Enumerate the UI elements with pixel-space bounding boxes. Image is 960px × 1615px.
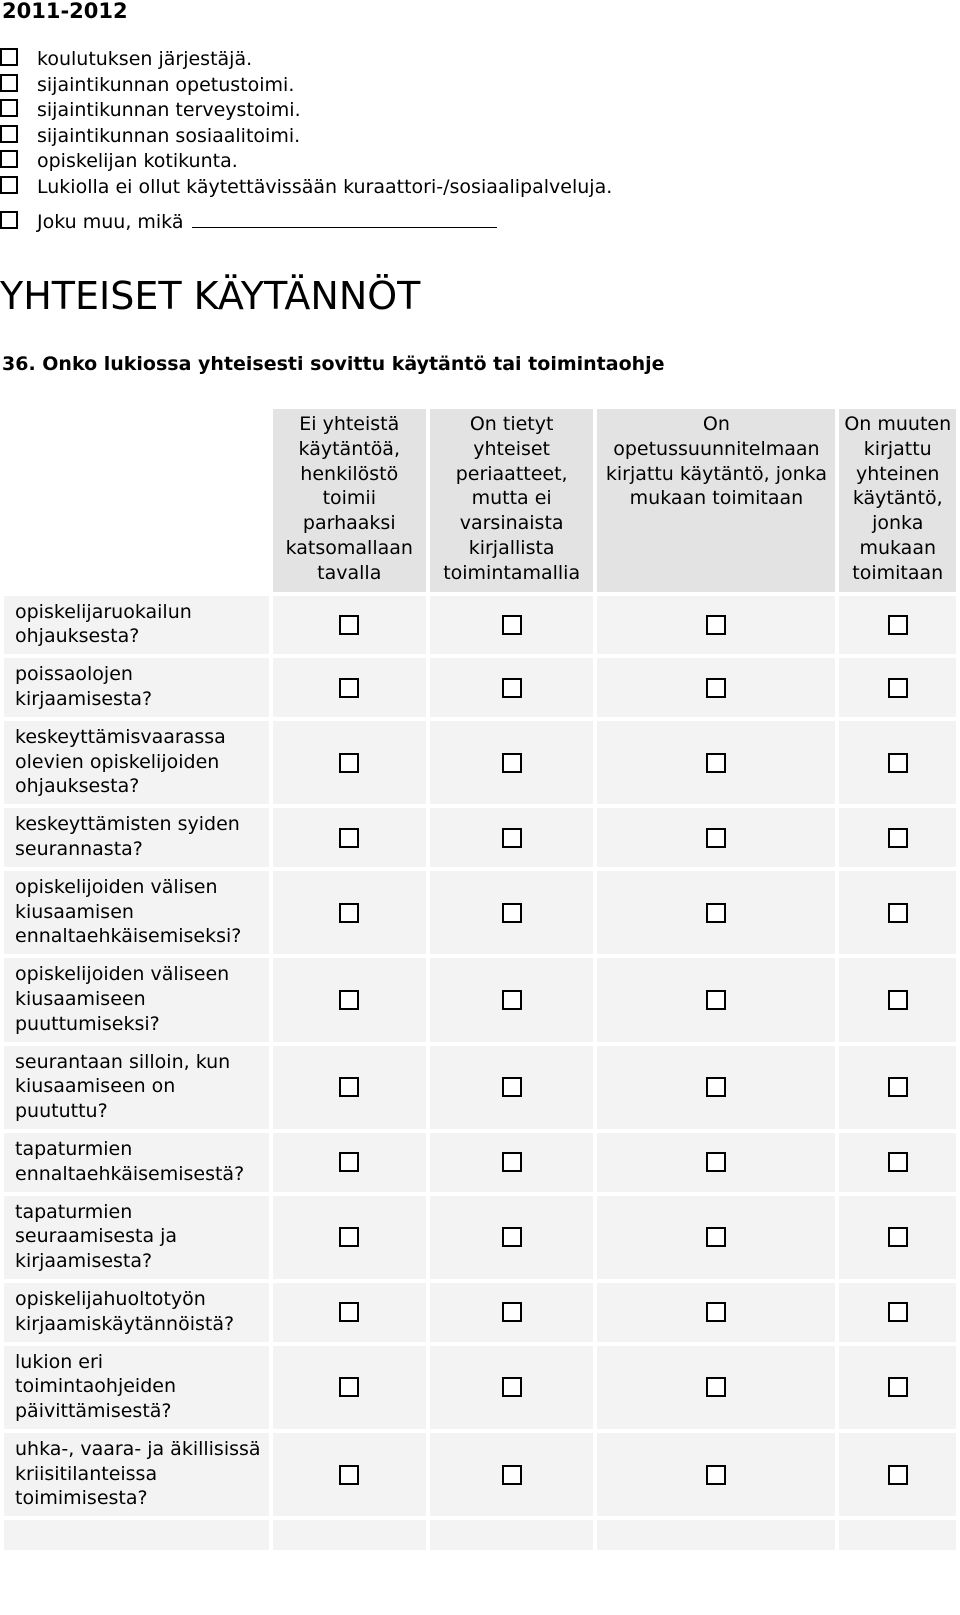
option-label: sijaintikunnan terveystoimi. (37, 99, 301, 121)
checkbox[interactable] (888, 615, 908, 635)
checkbox[interactable] (706, 1077, 726, 1097)
option-label: koulutuksen järjestäjä. (37, 48, 253, 70)
column-header: On tietyt yhteiset periaatteet, mutta ei varsinaista kirjallista toimintamallia (430, 409, 593, 592)
checkbox[interactable] (888, 753, 908, 773)
matrix-row (4, 596, 956, 655)
checkbox[interactable] (502, 753, 522, 773)
checkbox[interactable] (339, 1302, 359, 1322)
checkbox[interactable] (0, 125, 18, 143)
option-label: sijaintikunnan sosiaalitoimi. (37, 124, 301, 147)
checkbox[interactable] (888, 903, 908, 923)
checkbox[interactable] (706, 828, 726, 848)
checkbox[interactable] (339, 1377, 359, 1397)
checkbox[interactable] (502, 1377, 522, 1397)
year-heading: 2011-2012 (2, 0, 128, 23)
option-row[interactable] (0, 148, 940, 174)
checkbox[interactable] (339, 828, 359, 848)
matrix-row (4, 958, 956, 1041)
checkbox[interactable] (888, 828, 908, 848)
checkbox[interactable] (888, 678, 908, 698)
checkbox[interactable] (706, 1227, 726, 1247)
response-matrix (0, 405, 960, 1554)
checkbox[interactable] (706, 1152, 726, 1172)
checkbox[interactable] (706, 1377, 726, 1397)
checkbox[interactable] (502, 1465, 522, 1485)
header-blank (4, 409, 269, 592)
option-row[interactable] (0, 123, 940, 149)
row-label: seurantaan silloin, kun kiusaamiseen on puututtu? (4, 1046, 269, 1129)
checkbox[interactable] (888, 1152, 908, 1172)
row-label: opiskelijoiden väliseen kiusaamiseen puuttumiseksi? (4, 958, 269, 1041)
checkbox[interactable] (502, 678, 522, 698)
matrix-row (4, 658, 956, 717)
checkbox[interactable] (339, 990, 359, 1010)
checkbox[interactable] (706, 678, 726, 698)
checkbox[interactable] (339, 753, 359, 773)
checkbox[interactable] (502, 1077, 522, 1097)
checkbox[interactable] (339, 615, 359, 635)
option-label: Lukiolla ei ollut käytettävissään kuraattori-/sosiaalipalveluja. (37, 175, 613, 198)
row-label: opiskelijaruokailun ohjauksesta? (4, 596, 269, 655)
checkbox[interactable] (706, 990, 726, 1010)
row-label: poissaolojen kirjaamisesta? (4, 658, 269, 717)
checkbox[interactable] (0, 211, 18, 229)
option-row[interactable] (0, 174, 940, 200)
checkbox[interactable] (339, 1152, 359, 1172)
row-label: uhka-, vaara- ja äkillisissä kriisitilanteissa toimimisesta? (4, 1433, 269, 1516)
row-label: tapaturmien ennaltaehkäisemisestä? (4, 1133, 269, 1192)
row-label: opiskelijahuoltotyön kirjaamiskäytännöistä? (4, 1283, 269, 1342)
matrix-header-row (4, 409, 956, 592)
matrix-row (4, 721, 956, 804)
checkbox[interactable] (888, 990, 908, 1010)
checkbox[interactable] (0, 150, 18, 168)
column-header: On opetussuunnitelmaan kirjattu käytäntö, jonka mukaan toimitaan (597, 409, 835, 592)
matrix-row (4, 808, 956, 867)
row-label: keskeyttämisten syiden seurannasta? (4, 808, 269, 867)
row-label: keskeyttämisvaarassa olevien opiskelijoiden ohjauksesta? (4, 721, 269, 804)
option-row[interactable] (0, 46, 940, 72)
column-header: On muuten kirjattu yhteinen käytäntö, jonka mukaan toimitaan (839, 409, 956, 592)
checkbox[interactable] (706, 1302, 726, 1322)
checkbox[interactable] (339, 903, 359, 923)
option-label: sijaintikunnan opetustoimi. (37, 73, 295, 96)
other-option-row[interactable] (0, 209, 940, 235)
checkbox[interactable] (888, 1302, 908, 1322)
section-title: YHTEISET KÄYTÄNNÖT (0, 274, 421, 318)
checkbox[interactable] (888, 1227, 908, 1247)
row-label: tapaturmien seuraamisesta ja kirjaamisesta? (4, 1196, 269, 1279)
checkbox[interactable] (502, 1152, 522, 1172)
checkbox[interactable] (706, 903, 726, 923)
option-label: opiskelijan kotikunta. (37, 150, 238, 172)
matrix-row (4, 1133, 956, 1192)
checkbox[interactable] (888, 1077, 908, 1097)
option-row[interactable] (0, 97, 940, 123)
checkbox[interactable] (888, 1377, 908, 1397)
checkbox[interactable] (339, 678, 359, 698)
checkbox[interactable] (0, 48, 18, 66)
matrix-row (4, 1283, 956, 1342)
other-option-label: Joku muu, mikä (37, 211, 184, 233)
checkbox[interactable] (502, 903, 522, 923)
other-text-line[interactable] (192, 211, 497, 228)
matrix-row (4, 1433, 956, 1516)
checkbox[interactable] (706, 1465, 726, 1485)
column-header: Ei yhteistä käytäntöä, henkilöstö toimii parhaaksi katsomallaan tavalla (273, 409, 426, 592)
checkbox[interactable] (502, 615, 522, 635)
checkbox[interactable] (502, 990, 522, 1010)
matrix-row (4, 871, 956, 954)
checkbox[interactable] (0, 176, 18, 194)
checkbox[interactable] (339, 1227, 359, 1247)
question-text: 36. Onko lukiossa yhteisesti sovittu käytäntö tai toimintaohje (2, 353, 665, 375)
option-row[interactable] (0, 72, 940, 98)
checkbox[interactable] (339, 1465, 359, 1485)
checkbox[interactable] (502, 828, 522, 848)
matrix-row (4, 1346, 956, 1429)
checkbox[interactable] (502, 1227, 522, 1247)
row-label: opiskelijoiden välisen kiusaamisen ennaltaehkäisemiseksi? (4, 871, 269, 954)
matrix-row (4, 1046, 956, 1129)
checkbox[interactable] (0, 74, 18, 92)
matrix-row-empty (4, 1520, 956, 1550)
row-label: lukion eri toimintaohjeiden päivittämisestä? (4, 1346, 269, 1429)
checkbox[interactable] (502, 1302, 522, 1322)
options-list (0, 46, 940, 235)
checkbox[interactable] (888, 1465, 908, 1485)
checkbox[interactable] (0, 99, 18, 117)
checkbox[interactable] (706, 753, 726, 773)
checkbox[interactable] (339, 1077, 359, 1097)
matrix-row (4, 1196, 956, 1279)
checkbox[interactable] (706, 615, 726, 635)
